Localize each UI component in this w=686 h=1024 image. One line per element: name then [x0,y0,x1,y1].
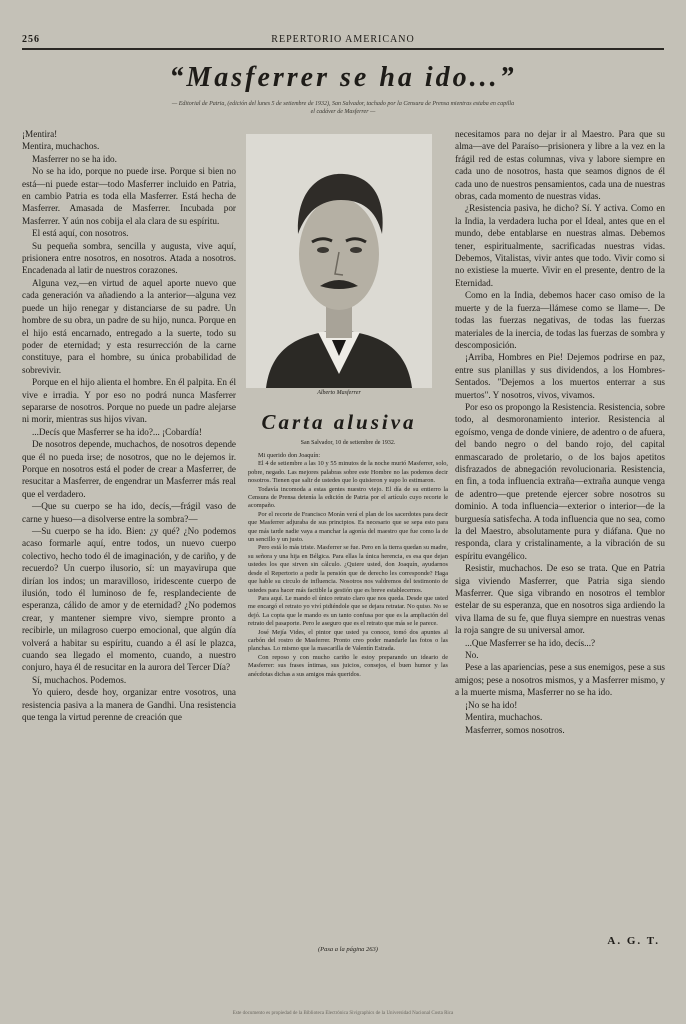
portrait-photo [246,134,432,388]
paragraph: ¡Arriba, Hombres en Pie! Dejemos podrirse en paz, entre sus planillas y sus dividendos, a los Hombres-Sentados. "Dejemos a los muertos enterrar a sus muertos". Y nosotros, vivos, vivamos. [455,352,665,400]
left-column [22,128,236,974]
letter-paragraph: El 4 de setiembre a las 10 y 55 minutos de la noche murió Masferrer, solo, pobre, negado. Las mejores palabras sobre este Hombre no las podemos decir nosotros. Tienen que salir de ustedes que lo quisieron y supo lo estimaron. [248,460,448,485]
letter-title: Carta alusiva [261,410,417,434]
paragraph: ¡No se ha ido! [465,699,518,710]
letter-paragraph: Mi querido don Joaquín: [258,452,321,459]
paragraph: ...Decís que Masferrer se ha ido?... ¡Cobardía! [32,426,202,437]
letter-paragraph: Todavía incomoda a estas gentes nuestro viejo. El día de su entierro la Censura de Prensa detenía la edición de Patria por el artículo cuyo recorte le acompaño. [248,485,448,510]
letter-paragraph: José Mejía Vides, el pintor que usted ya conoce, tomó dos apuntes al carbón del rostro de Masferrer. Pronto creo poder mandarle las fotos o las planchas. Lo mismo que la mascarilla de Valentín Estrada. [248,628,448,653]
paragraph: Como en la India, debemos hacer caso omiso de la muerte y de la fuerza—llámese como se llame—. De todas las fuerzas negativas, de todas las fuerzas materiales de la inercia, de todas las fuerzas de sombra y descomposición. [455,290,665,350]
paragraph: Por eso os propongo la Resistencia. Resistencia, sobre todo, al desmoronamiento interior. Resistencia al egoísmo, venga de donde viniere, de adentro o de afuera, del bando negro o del bando rojo, del capital enmascarado de proletario, o de los bajos apetitos disfrazados de abnegación revolucionaria. Resistencia, en fin, a toda influencia extraña—extraña aunque venga de adentro—que pretende ejercer sobre nosotros su dominio. A toda influencia—exterior o interior—de la burguesía satisfecha. A toda influencia que no sea, como la del Maestro, absolutamente pura y diáfana. Que no responda, clara y cristalinamente, a la vibración de su espíritu evangélico. [455,401,665,561]
footer-note: Este documento es propiedad de la Biblioteca Electrónica Sivigraphics de la Universidad Nacional Costa Rica [232,1011,454,1016]
paragraph: No. [465,650,479,661]
header-rule [22,48,664,50]
paragraph: Alguna vez,—en virtud de aquel aporte nuevo que cada generación va añadiendo a la anterior—alguna vez puede un hijo renegar y distanciarse de su padre. Un hombre de su obra, un padre de su hijo, nunca. Porque en el hijo está encarnado, entregado a la suerte, todo su poder de eternidad; y esta resurrección de la carne constituye, para el hombre, su única probabilidad de sobrevivir. [22,277,236,375]
paragraph: necesitamos para no dejar ir al Maestro. Para que su alma—ave del Paraíso—prisionera y libre a la vez en la frágil red de estas columnas, viva y labore siempre en cada uno de nosotros, hasta que seamos dignos de él cada uno de nuestros pensamientos, cada una de nuestras obras, cada momento de nuestras vidas. [455,129,665,202]
letter-paragraph: Por el recorte de Francisco Morán verá el plan de los sacerdotes para decir que Masferrer adjuraba de sus principios. Es necesario que se sepa esto para que más tarde nadie vaya a manchar la agonía del maestro que fue como la de un sencillo y un justo. [248,510,448,544]
paragraph: —Que su cuerpo se ha ido, decís,—frágil vaso de carne y hueso—a disolverse entre la sombra?— [22,501,236,524]
running-header [22,34,664,48]
paragraph: Sí, muchachos. Podemos. [32,674,127,685]
paragraph: Porque en el hijo alienta el hombre. En él palpita. En él vive e irradia. Y por eso no podrá nunca Masferrer separarse de nosotros. Porque no puede un padre alejarse ni morir, mientras sus hijos vivan. [22,377,236,425]
paragraph: Masferrer, somos nosotros. [465,724,565,735]
letter-paragraph: Pero está lo más triste. Masferrer se fue. Pero en la tierra quedan su madre, su señora y una hija en Bélgica. Para ellas la única herencia, es esa que dejan ustedes los que sirven sin cálculo. ¿Quiere usted, don Joaquín, ayudarnos desde el Repertorio a pedir la pensión que de derecho les corresponde? Haga que hable su circulo de influencia. Nosotros nos valdremos del testimonio de ustedes para hacer más factible la gestión que es breve establecernos. [248,544,448,594]
portrait-illustration [246,134,432,388]
page-number: 256 [22,34,40,45]
paragraph: Su pequeña sombra, sencilla y augusta, vive aquí, prisionera entre nosotros, en nosotros. Atada a nosotros. Encadenada al latir de nuestros corazones. [22,240,236,276]
paragraph: Mentira, muchachos. [22,141,100,152]
continued-note: (Pasa a la página 263) [318,946,378,953]
paragraph: Pese a las apariencias, pese a sus enemigos, pese a sus amigos; pese a nosotros mismos, y a Masferrer mismo, y a la muerte misma, Masferrer no se ha ido. [455,662,665,698]
paragraph: Resistir, muchachos. De eso se trata. Que en Patria siga viviendo Masferrer, que Patria siga siendo Masferrer. Que siga vibrando en nosotros el temblor estelar de su esperanza, que en nosotros siga ardiendo la viva llama de su fe, que fluya siempre en nuestras venas la roja sangre de su universal amor. [455,563,665,636]
paragraph: —Su cuerpo se ha ido. Bien: ¿y qué? ¿No podemos acaso formarle aquí, entre todos, un nuevo cuerpo colectivo, hecho todo él de imaginación, y de cariño, y de recuerdo? Un cuerpo ilusorio, sí: un mayavirupa que dirían los indos; un maravilloso, iridescente cuerpo de ilusión, todo él luminoso de fe, resplandeciente de esperanza, cálido de amor y de eternidad? ¿No podemos crear, y mantener siempre vivo, siempre pronto a recibirle, un milagroso cuerpo emocional, que algún día volverá a habitar su espíritu, cuando a él así le plazca, cuando sea llegado el momento, cuando, a nuestro conjuro, haya él de resucitar en la aurora del Tercer Día? [22,526,236,673]
paragraph: De nosotros depende, muchachos, de nosotros depende que él no pueda irse; de nosotros, que no le dejemos ir. Porque en nosotros está el poder de crear a Masferrer, de resucitar a Masferrer, de engendrar un Masferrer más real que el verdadero. [22,439,236,499]
paragraph: El está aquí, con nosotros. [32,228,129,239]
paragraph: ...Que Masferrer se ha ido, decís...? [465,637,596,648]
letter-dateline: San Salvador, 10 de setiembre de 1932. [300,440,396,446]
paragraph: ¿Resistencia pasiva, he dicho? Sí. Y activa. Como en la India, la verdadera lucha por el Ideal, antes que en el mundo, debe entablarse en nuestras almas. Debemos tener, espiritualmente, sacrificadas nuestras vidas. Debemos, Vitalistas, vivir antes que todo. Vivir como si no existiese la muerte. Vivir en el presente, dentro de la Eternidad. [455,203,665,288]
right-column [455,128,665,954]
article-title: “Masferrer se ha ido...” [169,62,517,93]
photo-caption: Alberto Masferrer [317,390,361,396]
paragraph: Mentira, muchachos. [465,712,543,723]
letter-column [248,452,448,942]
paragraph: ¡Mentira! [22,129,58,139]
paragraph: Masferrer no se ha ido. [32,153,117,164]
paragraph: No se ha ido, porque no puede irse. Porque si bien no está—ni puede estar—todo Masferrer incluido en Patria, en cambio Patria es toda ella Masferrer. Está hecha de Masferrer. Amasada de Masferrer. Incubada por Masferrer. Y aún nos cobija el ala clara de su espíritu. [22,166,236,226]
signature: A. G. T. [607,935,660,947]
journal-title: REPERTORIO AMERICANO [271,34,415,45]
letter-paragraph: Para aquí. Le mando el único retrato claro que nos queda. Desde que usted me encargó el retrato yo viví pidiéndole que se dejara retratar. No quiso. No se dejó. La copia que le mando es un tanto confusa por que es la ampliación del retrato del pasaporte. Pero le aseguro que es el retrato que más se le parece. [248,594,448,628]
article-subtitle: — Editorial de Patria, (edición del lunes 5 de setiembre de 1932), San Salvador, tachado por la Censura de Prensa mientras estaba en capilla el cadáver de Masferrer — [171,101,515,115]
paragraph: Yo quiero, desde hoy, organizar entre vosotros, una resistencia pasiva a la manera de Gandhi. Una resistencia que tenga la virtud perenne de creación que [22,687,236,723]
letter-paragraph: Con reposo y con mucho cariño le estoy preparando un ideario de Masferrer: sus frases íntimas, sus juicios, consejos, el buen humor y las anécdotas dichas a sus amigos más queridos. [248,653,448,678]
